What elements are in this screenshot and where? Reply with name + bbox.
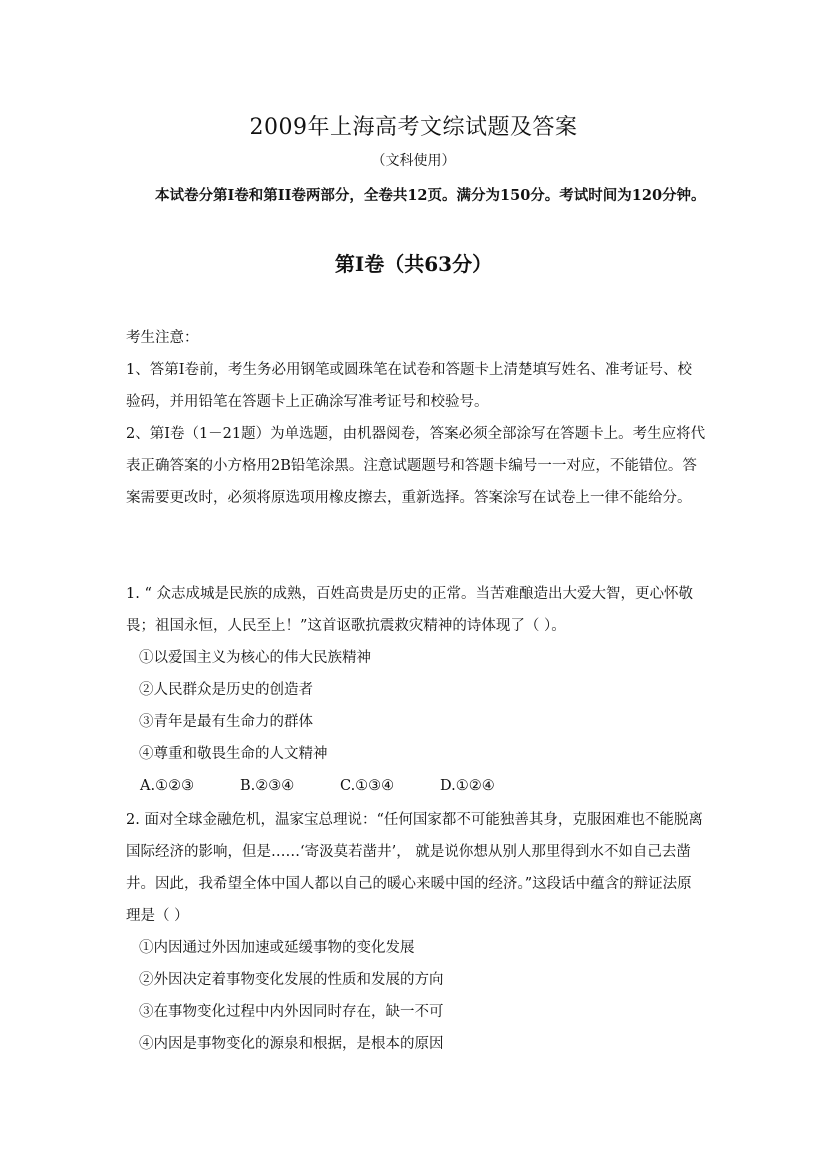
exam-notice (126, 322, 706, 514)
question-option: ③在事物变化过程中内外因同时存在，缺一不可 (139, 1004, 444, 1020)
notice-item: 2、第Ⅰ卷（1－21题）为单选题，由机器阅卷，答案必须全部涂写在答题卡上。考生应将代表正确答案的小方格用2B铅笔涂黑。注意试题题号和答题卡编号一一对应，不能错位。答案需要更改时，必须将原选项用橡皮擦去，重新选择。答案涂写在试卷上一律不能给分。 (126, 426, 706, 506)
answer-choice: A.①②③ (140, 778, 195, 794)
question-option: ④内因是事物变化的源泉和根据，是根本的原因 (139, 1036, 444, 1052)
document-subtitle: （文科使用） (371, 153, 456, 169)
exam-intro: 本试卷分第Ⅰ卷和第II卷两部分，全卷共12页。满分为150分。考试时间为120分钟。 (155, 187, 706, 204)
question-option: ②外因决定着事物变化发展的性质和发展的方向 (139, 972, 444, 988)
document-title: 2009年上海高考文综试题及答案 (249, 115, 578, 140)
notice-heading: 考生注意： (126, 330, 199, 346)
section-title: 第Ⅰ卷（共63分） (334, 252, 493, 276)
answer-choice: D.①②④ (440, 778, 495, 794)
question-stem: 2. 面对全球金融危机，温家宝总理说：“任何国家都不可能独善其身，克服困难也不能脱离国际经济的影响，但是……‘寄汲莫若凿井’， 就是说你想从别人那里得到水不如自己去凿井。因此，我希望全体中国人都以自己的暖心来暖中国的经济。”这段话中蕴含的辩证法原理是（ ） (126, 812, 703, 924)
answer-choice: C.①③④ (340, 778, 395, 794)
question-option: ①内因通过外因加速或延缓事物的变化发展 (139, 940, 415, 956)
question-option: ④尊重和敬畏生命的人文精神 (139, 746, 328, 762)
question-option: ③青年是最有生命力的群体 (139, 714, 313, 730)
answer-choice: B.②③④ (240, 778, 295, 794)
answer-choices (126, 770, 706, 802)
notice-item: 1、答第Ⅰ卷前，考生务必用钢笔或圆珠笔在试卷和答题卡上清楚填写姓名、准考证号、校验码，并用铅笔在答题卡上正确涂写准考证号和校验号。 (126, 362, 692, 410)
question-option: ①以爱国主义为核心的伟大民族精神 (139, 650, 371, 666)
question-stem: 1. “ 众志成城是民族的成熟，百姓高贵是历史的正常。当苦难酿造出大爱大智，更心怀敬畏；祖国永恒，人民至上！”这首讴歌抗震救灾精神的诗体现了（ ）。 (126, 586, 693, 634)
question-1 (126, 578, 706, 802)
question-option: ②人民群众是历史的创造者 (139, 682, 313, 698)
question-2 (126, 804, 706, 1060)
